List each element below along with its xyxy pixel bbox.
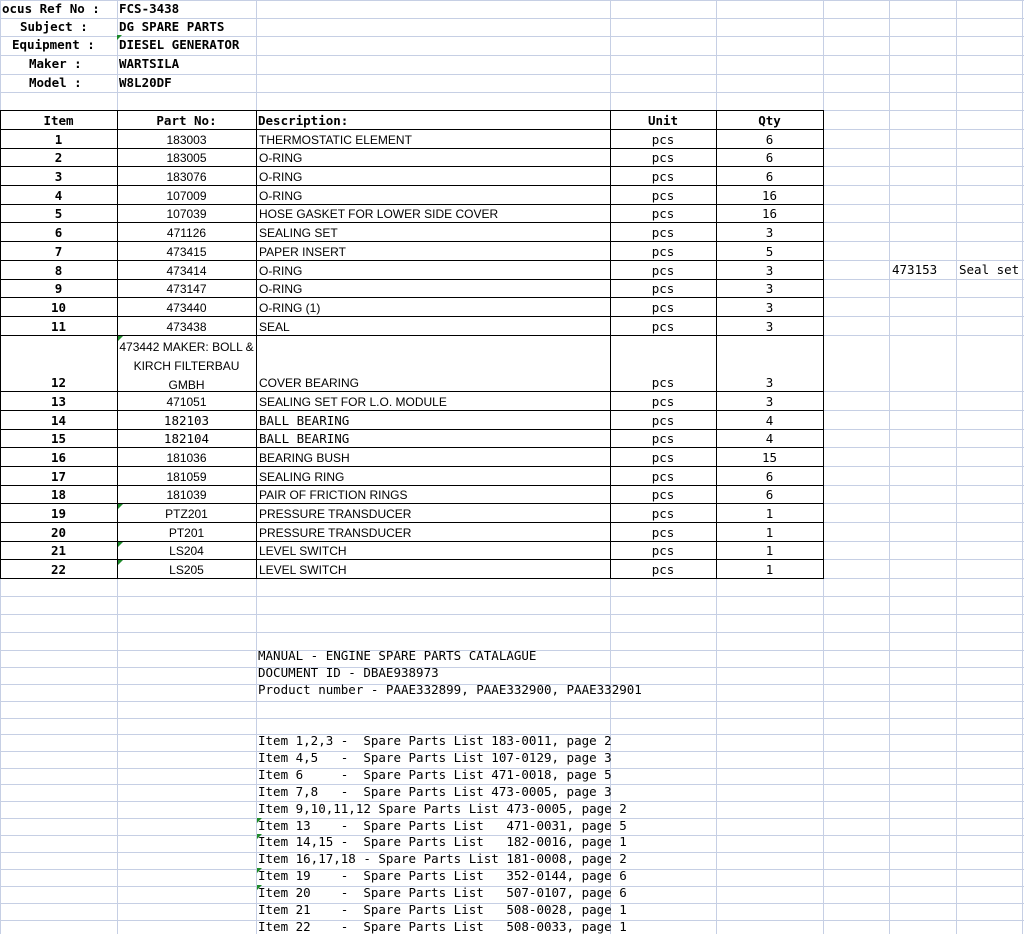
cell-part-no[interactable]: 107039: [166, 207, 207, 221]
cell-item[interactable]: 19: [50, 505, 67, 521]
cell-part-no[interactable]: LS205: [169, 563, 204, 577]
cell-unit[interactable]: pcs: [651, 318, 675, 334]
cell-item[interactable]: 18: [50, 486, 67, 502]
ref-value[interactable]: FCS-3438: [119, 3, 180, 16]
cell-unit[interactable]: pcs: [651, 280, 675, 296]
manual-document-id[interactable]: DOCUMENT ID - DBAE938973: [258, 667, 439, 680]
comment-marker-icon: [257, 868, 262, 873]
cell-description[interactable]: HOSE GASKET FOR LOWER SIDE COVER: [259, 207, 499, 221]
cell-part-no[interactable]: 471126: [166, 226, 207, 240]
grid-row-line: [0, 0, 1024, 1]
grid-row-line: [0, 801, 1024, 802]
cell-item[interactable]: 9: [54, 280, 63, 296]
reference-line[interactable]: Item 6 - Spare Parts List 471-0018, page 5: [258, 769, 612, 782]
cell-item[interactable]: 7: [54, 243, 63, 259]
cell-qty[interactable]: 1: [765, 542, 774, 558]
cell-description[interactable]: O-RING: [259, 264, 303, 278]
equipment-label[interactable]: Equipment :: [12, 39, 95, 52]
cell-qty[interactable]: 1: [765, 561, 774, 577]
comment-marker-icon: [118, 560, 123, 565]
grid-row-line: [0, 18, 1024, 19]
cell-description[interactable]: PAIR OF FRICTION RINGS: [259, 488, 408, 502]
cell-qty[interactable]: 15: [761, 449, 778, 465]
cell-item[interactable]: 14: [50, 412, 67, 428]
cell-description[interactable]: SEALING SET FOR L.O. MODULE: [259, 395, 447, 409]
cell-unit[interactable]: pcs: [651, 430, 675, 446]
cell-qty[interactable]: 16: [761, 205, 778, 221]
cell-item[interactable]: 10: [50, 299, 67, 315]
cell-item[interactable]: 3: [54, 168, 63, 184]
cell-description[interactable]: PRESSURE TRANSDUCER: [259, 526, 412, 540]
cell-qty[interactable]: 4: [765, 412, 774, 428]
cell-unit[interactable]: pcs: [651, 299, 675, 315]
cell-item[interactable]: 16: [50, 449, 67, 465]
cell-part-no[interactable]: 473415: [166, 245, 207, 259]
cell-unit[interactable]: pcs: [651, 149, 675, 165]
cell-qty[interactable]: 1: [765, 505, 774, 521]
cell-unit[interactable]: pcs: [651, 524, 675, 540]
cell-qty[interactable]: 3: [765, 280, 774, 296]
comment-marker-icon: [118, 504, 123, 509]
cell-part-no[interactable]: 473438: [166, 320, 207, 334]
cell-description[interactable]: PAPER INSERT: [259, 245, 346, 259]
grid-row-line: [0, 55, 1024, 56]
cell-qty[interactable]: 6: [765, 468, 774, 484]
reference-line[interactable]: Item 22 - Spare Parts List 508-0033, page 1: [258, 921, 627, 934]
comment-marker-icon: [118, 542, 123, 547]
reference-line[interactable]: Item 1,2,3 - Spare Parts List 183-0011, page 2: [258, 735, 612, 748]
cell-item[interactable]: 11: [50, 318, 67, 334]
reference-line[interactable]: Item 19 - Spare Parts List 352-0144, page 6: [258, 870, 627, 883]
cell-unit[interactable]: pcs: [651, 561, 675, 577]
cell-part-no[interactable]: 183003: [166, 133, 207, 147]
model-label[interactable]: Model :: [29, 77, 82, 90]
cell-item[interactable]: 20: [50, 524, 67, 540]
subject-label[interactable]: Subject :: [20, 21, 88, 34]
cell-unit[interactable]: pcs: [651, 187, 675, 203]
grid-row-line: [0, 818, 1024, 819]
cell-part-no[interactable]: 181059: [166, 470, 207, 484]
cell-part-no[interactable]: 473440: [166, 301, 207, 315]
cell-description[interactable]: LEVEL SWITCH: [259, 563, 347, 577]
cell-unit[interactable]: pcs: [651, 168, 675, 184]
grid-column-line: [889, 0, 890, 934]
cell-item[interactable]: 1: [54, 131, 63, 147]
grid-column-line: [956, 0, 957, 934]
side-note-code[interactable]: 473153: [892, 264, 938, 277]
grid-row-line: [0, 92, 1024, 93]
cell-description[interactable]: THERMOSTATIC ELEMENT: [259, 133, 412, 147]
cell-part-no[interactable]: 473147: [166, 282, 207, 296]
manual-product-number[interactable]: Product number - PAAE332899, PAAE332900, PAAE332901: [258, 684, 642, 697]
cell-unit[interactable]: pcs: [651, 449, 675, 465]
cell-unit[interactable]: pcs: [651, 131, 675, 147]
cell-unit[interactable]: pcs: [651, 205, 675, 221]
header-qty[interactable]: Qty: [758, 112, 781, 128]
cell-item[interactable]: 5: [54, 205, 63, 221]
cell-part-no[interactable]: LS204: [169, 544, 204, 558]
cell-item[interactable]: 17: [50, 468, 67, 484]
comment-marker-icon: [257, 818, 262, 823]
reference-line[interactable]: Item 16,17,18 - Spare Parts List 181-0008, page 2: [258, 853, 627, 866]
cell-part-no[interactable]: 182103: [163, 412, 210, 428]
cell-description[interactable]: BALL BEARING: [259, 412, 350, 428]
cell-part-no[interactable]: PT201: [168, 526, 205, 540]
cell-description[interactable]: BALL BEARING: [259, 430, 350, 446]
grid-column-line: [1022, 0, 1023, 934]
cell-unit[interactable]: pcs: [651, 262, 675, 278]
reference-line[interactable]: Item 13 - Spare Parts List 471-0031, page 5: [258, 820, 627, 833]
cell-part-no[interactable]: 473442 MAKER: BOLL & KIRCH FILTERBAU GMBH: [119, 340, 254, 391]
table-column-border: [256, 110, 257, 579]
cell-qty[interactable]: 16: [761, 187, 778, 203]
cell-qty[interactable]: 6: [765, 131, 774, 147]
table-row-border: [0, 578, 824, 579]
cell-item[interactable]: 13: [50, 393, 67, 409]
cell-qty[interactable]: 6: [765, 486, 774, 502]
cell-qty[interactable]: 3: [765, 393, 774, 409]
cell-unit[interactable]: pcs: [651, 374, 675, 390]
reference-line[interactable]: Item 20 - Spare Parts List 507-0107, page 6: [258, 887, 627, 900]
cell-unit[interactable]: pcs: [651, 505, 675, 521]
cell-item[interactable]: 2: [54, 149, 63, 165]
reference-line[interactable]: Item 21 - Spare Parts List 508-0028, page 1: [258, 904, 627, 917]
comment-marker-icon: [117, 35, 122, 40]
header-description[interactable]: Description:: [258, 112, 349, 128]
cell-item[interactable]: 6: [54, 224, 63, 240]
cell-item[interactable]: 15: [50, 430, 67, 446]
cell-item[interactable]: 8: [54, 262, 63, 278]
cell-qty[interactable]: 4: [765, 430, 774, 446]
equipment-value[interactable]: DIESEL GENERATOR: [119, 39, 240, 52]
cell-unit[interactable]: pcs: [651, 243, 675, 259]
grid-row-line: [0, 74, 1024, 75]
grid-row-line: [0, 596, 1024, 597]
cell-description[interactable]: SEAL: [259, 320, 290, 334]
cell-description[interactable]: O-RING: [259, 151, 303, 165]
reference-line[interactable]: Item 4,5 - Spare Parts List 107-0129, page 3: [258, 752, 612, 765]
cell-description[interactable]: SEALING SET: [259, 226, 338, 240]
cell-part-no[interactable]: 181039: [166, 488, 207, 502]
header-part-no[interactable]: Part No:: [156, 112, 217, 128]
header-unit[interactable]: Unit: [647, 112, 679, 128]
maker-label[interactable]: Maker :: [29, 58, 82, 71]
cell-qty[interactable]: 5: [765, 243, 774, 259]
cell-part-no[interactable]: 182104: [163, 430, 210, 446]
grid-row-line: [0, 701, 1024, 702]
cell-qty[interactable]: 1: [765, 524, 774, 540]
comment-marker-icon: [257, 834, 262, 839]
header-item[interactable]: Item: [43, 112, 74, 128]
cell-part-no[interactable]: 471051: [166, 395, 207, 409]
cell-qty[interactable]: 6: [765, 168, 774, 184]
cell-description[interactable]: PRESSURE TRANSDUCER: [259, 507, 412, 521]
ref-label[interactable]: ocus Ref No :: [2, 3, 100, 16]
cell-unit[interactable]: pcs: [651, 486, 675, 502]
cell-item[interactable]: 22: [50, 561, 67, 577]
grid-row-line: [0, 614, 1024, 615]
cell-part-no[interactable]: 181036: [166, 451, 207, 465]
cell-item[interactable]: 21: [50, 542, 67, 558]
cell-unit[interactable]: pcs: [651, 393, 675, 409]
cell-description[interactable]: O-RING: [259, 189, 303, 203]
cell-part-no[interactable]: 183076: [166, 170, 207, 184]
cell-description[interactable]: LEVEL SWITCH: [259, 544, 347, 558]
reference-line[interactable]: Item 14,15 - Spare Parts List 182-0016, page 1: [258, 836, 627, 849]
cell-part-no[interactable]: 183005: [166, 151, 207, 165]
grid-row-line: [0, 632, 1024, 633]
cell-qty[interactable]: 3: [765, 262, 774, 278]
manual-title[interactable]: MANUAL - ENGINE SPARE PARTS CATALAGUE: [258, 650, 537, 663]
grid-row-line: [0, 784, 1024, 785]
grid-row-line: [0, 36, 1024, 37]
subject-value[interactable]: DG SPARE PARTS: [119, 21, 225, 34]
maker-value[interactable]: WARTSILA: [119, 58, 180, 71]
comment-marker-icon: [257, 885, 262, 890]
grid-row-line: [0, 718, 1024, 719]
reference-line[interactable]: Item 7,8 - Spare Parts List 473-0005, page 3: [258, 786, 612, 799]
cell-unit[interactable]: pcs: [651, 412, 675, 428]
cell-qty[interactable]: 3: [765, 299, 774, 315]
cell-qty[interactable]: 6: [765, 149, 774, 165]
cell-qty[interactable]: 3: [765, 374, 774, 390]
cell-item[interactable]: 12: [50, 374, 67, 390]
cell-description[interactable]: O-RING (1): [259, 301, 321, 315]
cell-description[interactable]: BEARING BUSH: [259, 451, 350, 465]
cell-qty[interactable]: 3: [765, 224, 774, 240]
cell-qty[interactable]: 3: [765, 318, 774, 334]
side-note-text[interactable]: Seal set: [959, 264, 1020, 277]
cell-part-no[interactable]: PTZ201: [165, 507, 208, 521]
reference-line[interactable]: Item 9,10,11,12 Spare Parts List 473-0005, page 2: [258, 803, 627, 816]
cell-part-no[interactable]: 107009: [166, 189, 207, 203]
cell-unit[interactable]: pcs: [651, 468, 675, 484]
cell-item[interactable]: 4: [54, 187, 63, 203]
table-column-border: [823, 110, 824, 579]
cell-description[interactable]: O-RING: [259, 282, 303, 296]
cell-description[interactable]: COVER BEARING: [259, 376, 360, 390]
cell-description[interactable]: O-RING: [259, 170, 303, 184]
cell-unit[interactable]: pcs: [651, 542, 675, 558]
model-value[interactable]: W8L20DF: [119, 77, 172, 90]
cell-unit[interactable]: pcs: [651, 224, 675, 240]
comment-marker-icon: [118, 336, 123, 341]
cell-part-no[interactable]: 473414: [166, 264, 207, 278]
cell-description[interactable]: SEALING RING: [259, 470, 345, 484]
